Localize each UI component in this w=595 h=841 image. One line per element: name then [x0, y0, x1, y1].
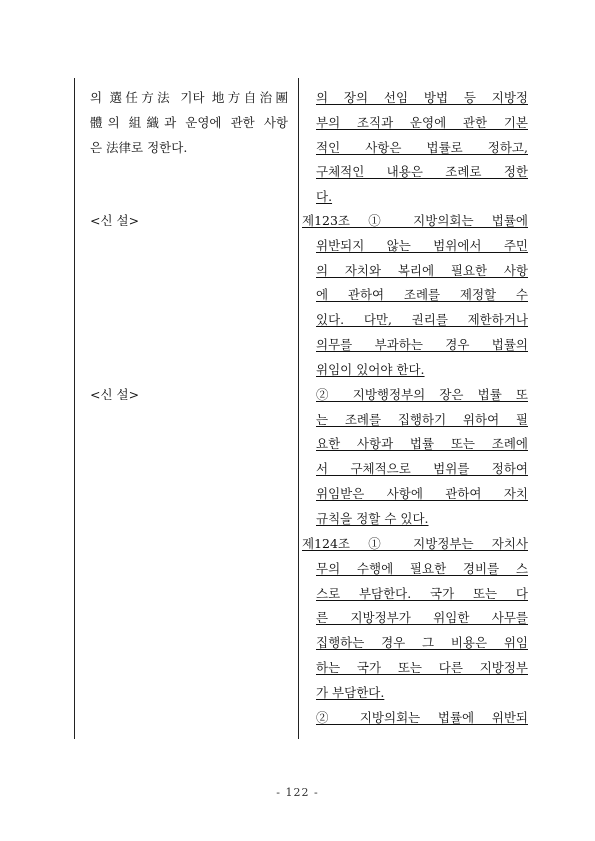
article-124-line: 른 지방정부가 위임한 사무를 [316, 610, 528, 625]
article-124-line: 스로 부담한다. 국가 또는 다 [316, 586, 528, 601]
article-124-line: 무의 수행에 필요한 경비를 스 [316, 561, 528, 576]
amendment-line: 부의 조직과 운영에 관한 기본 [316, 115, 528, 130]
article-123-p2-line: 요한 사항과 법률 또는 조례에 [316, 436, 528, 451]
left-column-rule [74, 78, 75, 739]
current-law-line: 은 法律로 정한다. [90, 140, 188, 155]
article-123-line: 에 관하여 조례를 제정할 수 [316, 287, 528, 302]
article-123-line: 위임이 있어야 한다. [316, 362, 425, 377]
amendment-line: 다. [316, 189, 333, 204]
article-123-p2-line: 규칙을 정할 수 있다. [316, 511, 429, 526]
amendment-line: 구체적인 내용은 조례로 정한 [316, 164, 528, 179]
new-provision-marker: <신 설> [90, 387, 140, 402]
article-123-line: 위반되지 않는 범위에서 주민 [316, 238, 528, 253]
article-124-line: 하는 국가 또는 다른 지방정부 [316, 660, 528, 675]
article-123-line: 있다. 다만, 권리를 제한하거나 [316, 312, 528, 327]
article-124-p2-line: ② 지방의회는 법률에 위반되 [316, 710, 528, 725]
article-124-line: 제124조 ① 지방정부는 자치사 [302, 536, 528, 551]
article-124-line: 집행하는 경우 그 비용은 위임 [316, 635, 528, 650]
article-123-p2-line: 서 구체적으로 범위를 정하여 [316, 461, 528, 476]
article-124-line: 가 부담한다. [316, 685, 385, 700]
article-123-p2-line: 위임받은 사항에 관하여 자치 [316, 486, 528, 501]
center-column-rule [298, 78, 299, 739]
new-provision-marker: <신 설> [90, 213, 140, 228]
current-law-line: 體의 組織과 운영에 관한 사항 [90, 115, 288, 130]
article-123-line: 의 자치와 복리에 필요한 사항 [316, 263, 528, 278]
article-123-line: 의무를 부과하는 경우 법률의 [316, 337, 528, 352]
article-123-p2-line: 는 조례를 집행하기 위하여 필 [316, 412, 528, 427]
amendment-line: 적인 사항은 법률로 정하고, [316, 140, 528, 155]
page-number: - 122 - [276, 786, 319, 799]
article-123-line: 제123조 ① 지방의회는 법률에 [302, 213, 528, 228]
article-123-p2-line: ② 지방행정부의 장은 법률 또 [316, 387, 528, 402]
current-law-line: 의 選任方法 기타 地方自治團 [90, 90, 288, 105]
amendment-line: 의 장의 선임 방법 등 지방정 [316, 90, 528, 105]
